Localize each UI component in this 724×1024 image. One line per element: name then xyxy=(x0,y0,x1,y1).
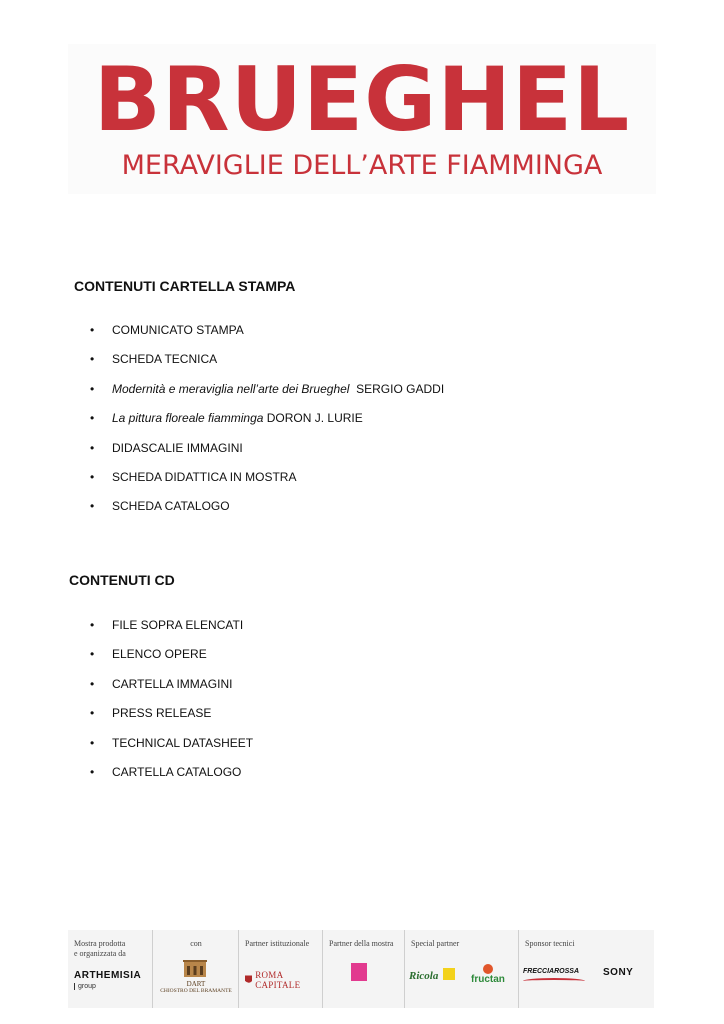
item-text: SCHEDA TECNICA xyxy=(112,352,218,367)
list-item xyxy=(90,381,444,410)
bullet-icon: • xyxy=(90,735,95,750)
roma-shield-icon xyxy=(245,975,252,985)
institutional-column xyxy=(238,930,323,1008)
exhibition-partner-label: Partner della mostra xyxy=(329,939,394,948)
ricola-square-icon xyxy=(443,968,455,980)
with-label: con xyxy=(190,939,202,948)
list-item xyxy=(90,440,444,469)
with-column xyxy=(152,930,239,1008)
press-kit-list xyxy=(90,322,444,528)
bullet-icon: • xyxy=(90,411,95,426)
list-item xyxy=(90,498,444,527)
institutional-label: Partner istituzionale xyxy=(245,939,310,948)
dart-name: DART xyxy=(186,980,206,988)
special-partner-column xyxy=(404,930,519,1008)
item-text: FILE SOPRA ELENCATI xyxy=(112,618,244,632)
bullet-icon: • xyxy=(90,469,95,484)
item-author: SERGIO GADDI xyxy=(349,381,445,396)
bullet-icon: • xyxy=(90,706,95,721)
item-text: CARTELLA IMMAGINI xyxy=(112,676,233,691)
item-text: PRESS RELEASE xyxy=(112,706,212,721)
sony-logo: SONY xyxy=(603,967,634,978)
roma-capitale-logo xyxy=(245,970,323,990)
bullet-icon: • xyxy=(90,618,95,632)
producer-column xyxy=(68,930,152,1008)
exhibition-logo xyxy=(68,44,656,194)
technical-sponsors-label: Sponsor tecnici xyxy=(525,939,575,948)
item-text: DIDASCALIE IMMAGINI xyxy=(112,440,243,455)
list-item xyxy=(90,322,444,351)
bullet-icon: • xyxy=(90,323,95,337)
ricola-logo: Ricola xyxy=(409,970,439,982)
arthemisia-logo: ARTHEMISIA xyxy=(74,970,142,981)
producer-label-line2: e organizzata da xyxy=(74,949,126,958)
bullet-icon: • xyxy=(90,440,95,455)
exhibition-partner-column xyxy=(322,930,405,1008)
producer-label-line1: Mostra prodotta xyxy=(74,939,126,948)
dart-building-icon xyxy=(183,958,207,978)
item-title-italic: Modernità e meraviglia nell’arte dei Brueghel xyxy=(112,381,350,396)
exhibition-subtitle: MERAVIGLIE DELL’ARTE FIAMMINGA xyxy=(121,150,603,181)
frecciarossa-swoosh-icon xyxy=(523,978,585,984)
list-item xyxy=(90,351,444,380)
list-item xyxy=(90,676,253,705)
list-item xyxy=(90,410,444,439)
list-item xyxy=(90,705,253,734)
dart-subtitle: CHIOSTRO DEL BRAMANTE xyxy=(160,988,232,994)
list-item xyxy=(90,617,253,646)
cd-contents-list xyxy=(90,617,253,793)
item-text: SCHEDA DIDATTICA IN MOSTRA xyxy=(112,469,297,484)
fructan-logo: fructan xyxy=(471,974,505,985)
bullet-icon: • xyxy=(90,764,95,779)
exhibition-title: BRUEGHEL xyxy=(93,48,631,151)
item-text: ELENCO OPERE xyxy=(112,647,207,662)
item-text: TECHNICAL DATASHEET xyxy=(112,735,254,750)
bullet-icon: • xyxy=(90,676,95,691)
arthemisia-group-label: group xyxy=(74,983,96,990)
partner-logo-icon xyxy=(351,963,367,981)
bullet-icon: • xyxy=(90,647,95,662)
list-item xyxy=(90,764,253,793)
bullet-icon: • xyxy=(90,499,95,514)
press-kit-heading: CONTENUTI CARTELLA STAMPA xyxy=(74,278,296,294)
list-item xyxy=(90,735,253,764)
bullet-icon: • xyxy=(90,352,95,367)
item-title-italic: La pittura floreale fiamminga xyxy=(112,411,264,426)
frecciarossa-logo: FRECCIAROSSA xyxy=(523,968,580,975)
list-item xyxy=(90,646,253,675)
item-text: CARTELLA CATALOGO xyxy=(112,764,242,779)
item-text: COMUNICATO STAMPA xyxy=(112,323,244,337)
list-item xyxy=(90,469,444,498)
fructan-emblem-icon xyxy=(483,964,493,974)
technical-sponsors-column xyxy=(518,930,655,1008)
cd-contents-heading: CONTENUTI CD xyxy=(69,572,175,588)
sponsor-footer xyxy=(68,930,654,1008)
item-author: DORON J. LURIE xyxy=(263,411,363,426)
special-partner-label: Special partner xyxy=(411,939,460,948)
roma-capitale-text: ROMA CAPITALE xyxy=(255,970,301,990)
bullet-icon: • xyxy=(90,381,95,396)
item-text: SCHEDA CATALOGO xyxy=(112,499,230,514)
